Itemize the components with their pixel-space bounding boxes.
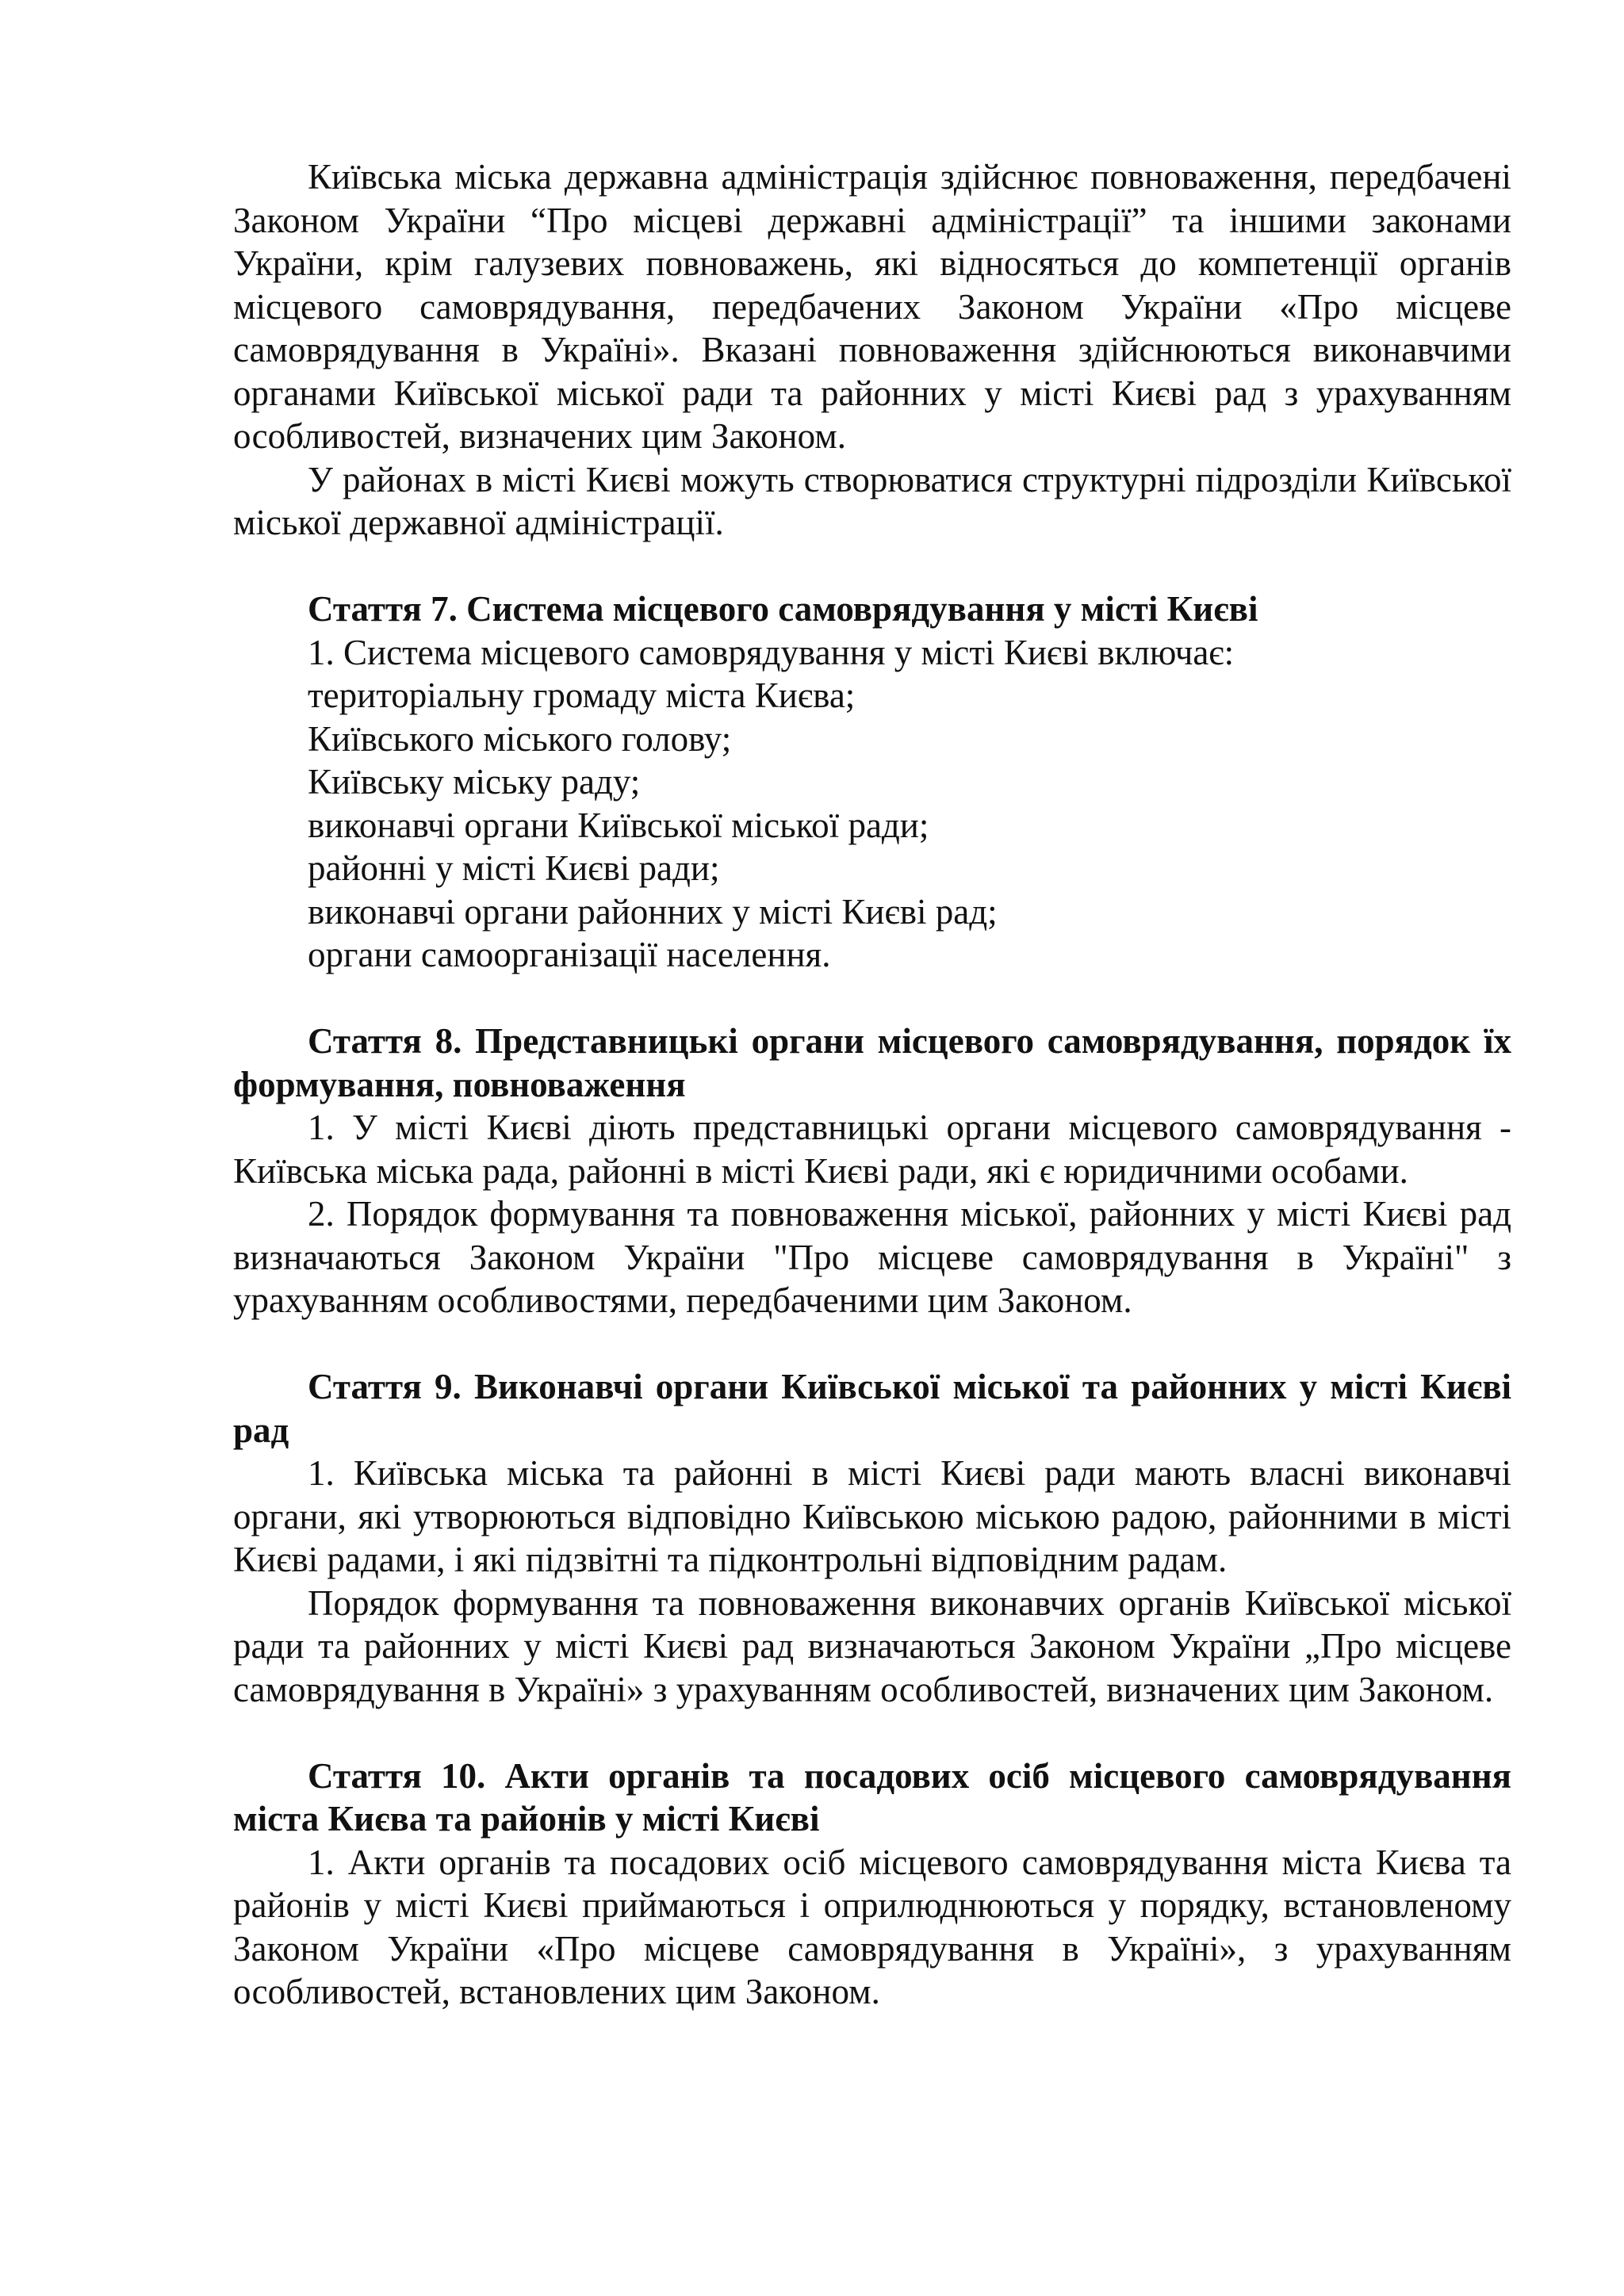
article-8-heading: Стаття 8. Представницькі органи місцевого самоврядування, порядок їх формування, повноваження: [233, 1021, 1511, 1104]
article-7-item: Київського міського голову;: [308, 718, 732, 759]
article-9-paragraph-1: 1. Київська міська та районні в місті Києві ради мають власні виконавчі органи, які утворюються відповідно Київською міською радою, районними в місті Києві радами, і які підзвітні та підконтрольні відповідним радам.: [233, 1453, 1511, 1579]
article-7-item: територіальну громаду міста Києва;: [308, 675, 856, 715]
document-page: [233, 155, 1511, 2014]
article-7-heading: Стаття 7. Система місцевого самоврядування у місті Києві: [308, 589, 1258, 629]
article-9-heading: Стаття 9. Виконавчі органи Київської міської та районних у місті Києві рад: [233, 1367, 1511, 1450]
article-8-paragraph-1: 1. У місті Києві діють представницькі органи місцевого самоврядування - Київська міська рада, районні в місті Києві ради, які є юридичними особами.: [233, 1108, 1511, 1191]
intro-paragraph-2: У районах в місті Києві можуть створюватися структурні підрозділи Київської міської державної адміністрації.: [233, 459, 1511, 542]
article-10-heading: Стаття 10. Акти органів та посадових осіб місцевого самоврядування міста Києва та районів у місті Києві: [233, 1755, 1511, 1839]
article-7-item: районні у місті Києві ради;: [308, 848, 720, 888]
article-8-paragraph-2: 2. Порядок формування та повноваження міської, районних у місті Києві рад визначаються Законом України "Про місцеве самоврядування в Україні" з урахуванням особливостями, передбаченими цим Законом.: [233, 1194, 1511, 1320]
article-10-paragraph-1: 1. Акти органів та посадових осіб місцевого самоврядування міста Києва та районів у місті Києві приймаються і оприлюднюються у порядку, встановленому Законом України «Про місцеве самоврядування в Україні», з урахуванням особливостей, встановлених цим Законом.: [233, 1842, 1511, 2011]
article-7-lead: 1. Система місцевого самоврядування у місті Києві включає:: [308, 632, 1235, 672]
article-7-item: Київську міську раду;: [308, 762, 641, 802]
article-7-item: виконавчі органи районних у місті Києві рад;: [308, 891, 998, 932]
article-7-item: органи самоорганізації населення.: [308, 935, 831, 974]
article-7-item: виконавчі органи Київської міської ради;: [308, 805, 929, 845]
intro-paragraph-1: Київська міська державна адміністрація здійснює повноваження, передбачені Законом України “Про місцеві державні адміністрації” та іншими законами України, крім галузевих повноважень, які відносяться до компетенції органів місцевого самоврядування, передбачених Законом України «Про місцеве самоврядування в Україні». Вказані повноваження здійснюються виконавчими органами Київської міської ради та районних у місті Києві рад з урахуванням особливостей, визначених цим Законом.: [233, 157, 1511, 456]
article-9-paragraph-2: Порядок формування та повноваження виконавчих органів Київської міської ради та районних у місті Києві рад визначаються Законом України „Про місцеве самоврядування в Україні» з урахуванням особливостей, визначених цим Законом.: [233, 1582, 1511, 1709]
